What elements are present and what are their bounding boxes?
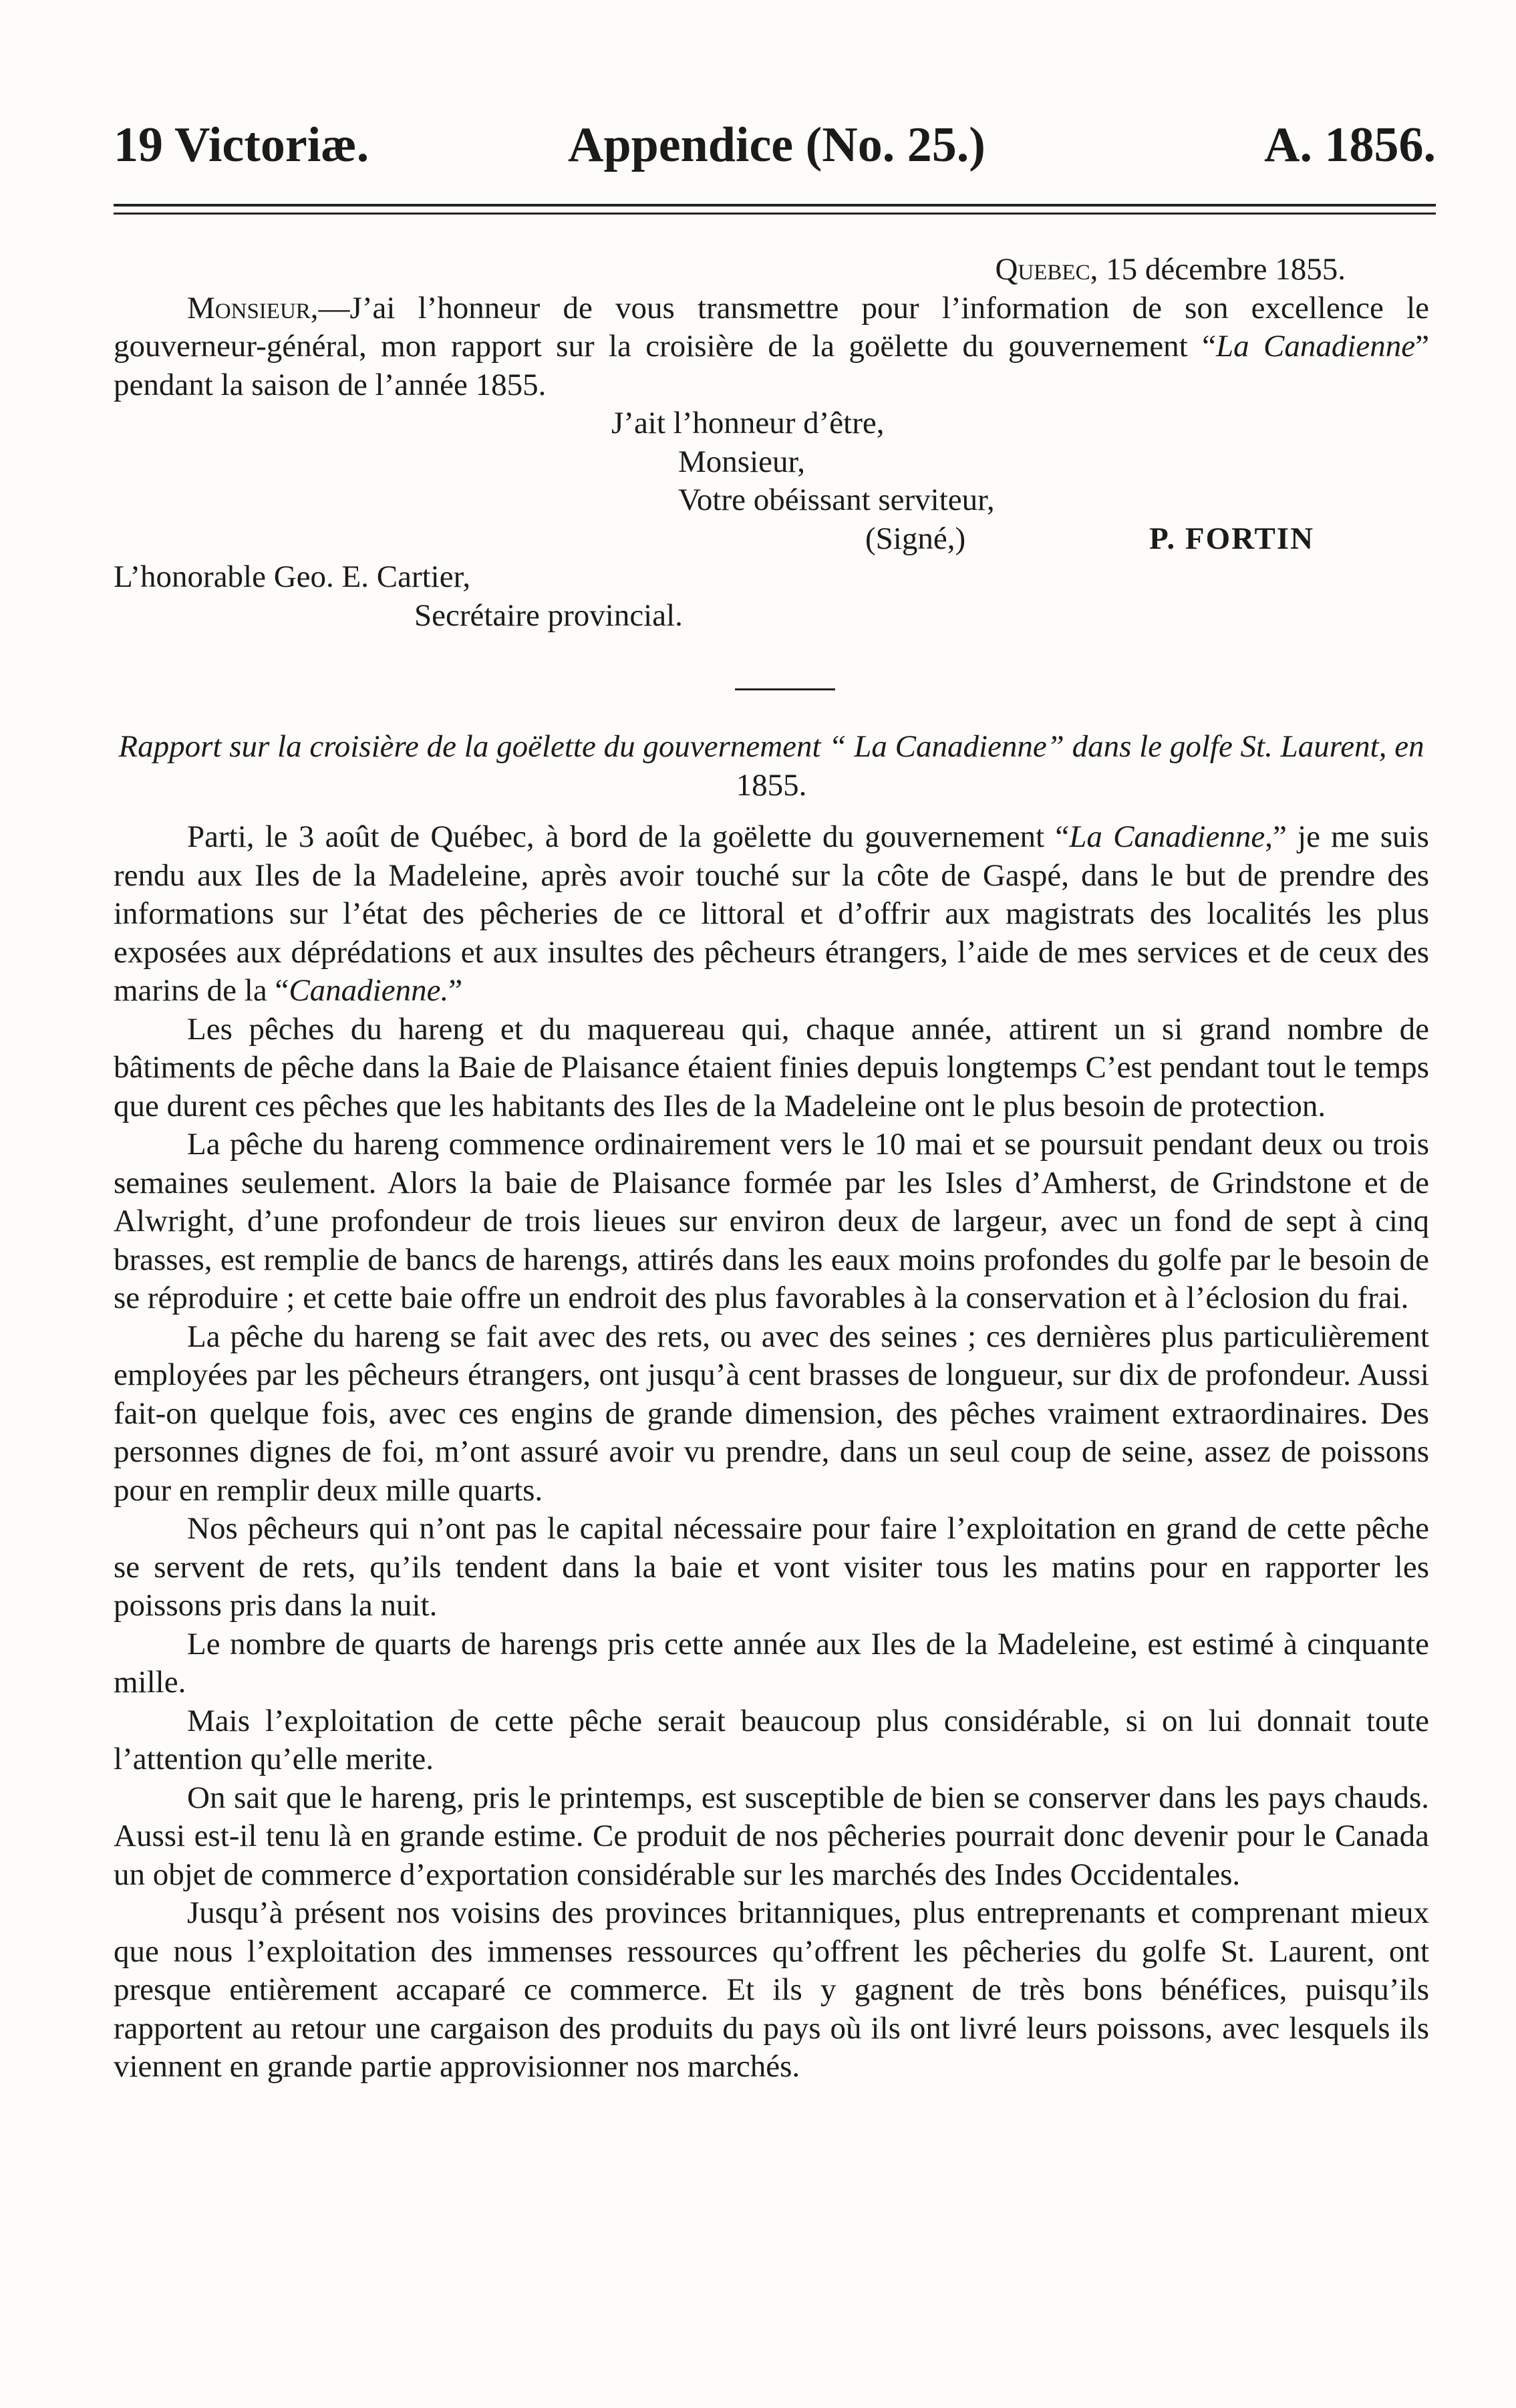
report-paragraph-6: Le nombre de quarts de harengs pris cette année aux Iles de la Madeleine, est estimé à cinquante mille. [114,1626,1429,1700]
p1-text-a: Parti, le 3 août de Québec, à bord de la goëlette du gouvernement “ [187,819,1070,854]
section-divider [735,688,835,690]
header-year: A. 1856. [1264,118,1436,172]
letter-salutation: Monsieur [187,290,311,325]
signed-label: (Signé,) [865,521,966,556]
letter-closing-1: J’ait l’honneur d’être, [611,406,885,440]
header-rule-top [114,204,1436,207]
dateline-place: Quebec [995,252,1090,287]
recipient-title: Secrétaire provincial. [414,597,683,633]
report-paragraph-1 [114,818,1429,1011]
header-rule-bottom [114,213,1436,215]
letter-body-b: ” pendant la saison de l’année 1855. [114,329,1429,402]
p1-text-c: ” [448,973,463,1008]
report-paragraph-5: Nos pêcheurs qui n’ont pas le capital nécessaire pour faire l’exploitation en grand de cette pêche se servent de rets, qu’ils tendent dans la baie et vont visiter tous les matins pour en rapporter les poissons pris dans la nuit. [114,1511,1429,1623]
report-paragraph-4: La pêche du hareng se fait avec des rets, ou avec des seines ; ces dernières plus particulièrement employées par les pêcheurs étrangers, ont jusqu’à cent brasses de longueur, sur dix de profondeur. Aussi fait-on quelque fois, avec ces engins de grande dimension, des pêches vraiment extraordinaires. Des personnes dignes de foi, m’ont assuré avoir vu prendre, dans un seul coup de seine, assez de poissons pour en remplir deux mille quarts. [114,1319,1429,1508]
header-session: 19 Victoriæ. [114,118,369,172]
letter-dateline [114,251,1429,289]
letter-closing-3: Votre obéissant serviteur, [678,483,995,517]
letter-ship-name: La Canadienne [1215,329,1416,364]
p1-ship-name: La Canadienne [1069,819,1265,854]
report-paragraph-3: La pêche du hareng commence ordinairement vers le 10 mai et se poursuit pendant deux ou trois semaines seulement. Alors la baie de Plaisance formée par les Isles d’Amherst, de Grindstone et de Alwright, d’une profondeur de trois lieues sur environ deux de largeur, avec un fond de sept à cinq brasses, est remplie de bancs de harengs, attirés dans les eaux moins profondes du golfe par le besoin de se réproduire ; et cette baie offre un endroit des plus favorables à la conservation et à l’éclosion du frai. [114,1127,1429,1315]
report-title-text: Rapport sur la croisière de la goëlette du gouvernement “ La Canadienne” dans le golfe St. Laurent, en [118,729,1424,764]
p1-text-b: ,” je me suis rendu aux Iles de la Madeleine, après avoir touché sur la côte de Gaspé, dans le but de prendre des informations sur l’état des pêcheries de ce littoral et d’offrir aux magistrats des localités les plus exposées aux déprédations et aux insultes des pêcheurs étrangers, l’aide de mes services et de ceux des marins de la “ [114,819,1429,1008]
p1-ship-name-2: Canadienne. [289,973,449,1008]
report-paragraph-7: Mais l’exploitation de cette pêche serait beaucoup plus considérable, si on lui donnait toute l’attention qu’elle merite. [114,1703,1429,1776]
signature-name: P. FORTIN [1149,521,1315,556]
page-body [114,251,1429,2087]
letter-closing-2: Monsieur, [678,444,806,479]
dateline-date: , 15 décembre 1855. [1090,252,1346,287]
signature-line [114,520,1429,559]
report-title [114,728,1429,805]
report-paragraph-2: Les pêches du hareng et du maquereau qui, chaque année, attirent un si grand nombre de bâtiments de pêche dans la Baie de Plaisance étaient finies depuis longtemps C’est pendant tout le temps que durent ces pêches que les habitants des Iles de la Madeleine ont le plus besoin de protection. [114,1011,1429,1123]
header-appendix: Appendice (No. 25.) [568,118,986,172]
report-title-year: 1855. [736,767,807,803]
recipient-name: L’honorable Geo. E. Cartier, [114,559,471,594]
letter-body-a: ,—J’ai l’honneur de vous transmettre pour l’information de son excellence le gouverneur-général, mon rapport sur la croisière de la goëlette du gouvernement “ [114,290,1429,364]
letter-body [114,289,1429,405]
report-paragraph-8: On sait que le hareng, pris le printemps, est susceptible de bien se conserver dans les pays chauds. Aussi est-il tenu là en grande estime. Ce produit de nos pêcheries pourrait donc devenir pour le Canada un objet de commerce d’exportation considérable sur les marchés des Indes Occidentales. [114,1780,1429,1892]
running-header [114,117,1436,190]
report-paragraph-9: Jusqu’à présent nos voisins des provinces britanniques, plus entreprenants et comprenant mieux que nous l’exploitation des immenses ressources qu’offrent les pêcheries du golfe St. Laurent, ont presque entièrement accaparé ce commerce. Et ils y gagnent de très bons bénéfices, puisqu’ils rapportent au retour une cargaison des produits du pays où ils ont livré leurs poissons, avec lesquels ils viennent en grande partie approvisionner nos marchés. [114,1895,1429,2084]
